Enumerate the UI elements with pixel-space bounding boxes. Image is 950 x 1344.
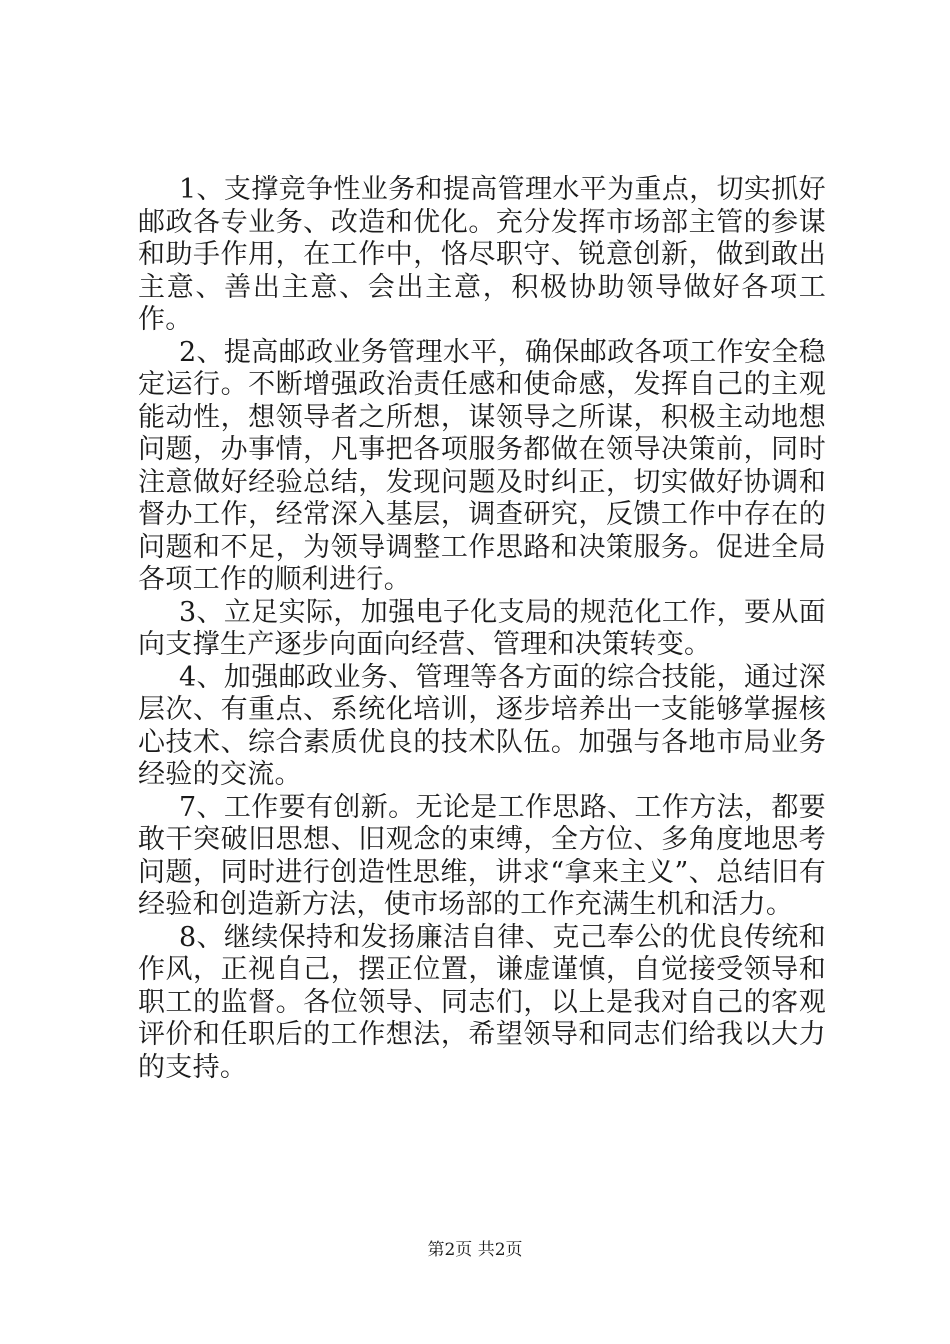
paragraph-7: 7、工作要有创新。无论是工作思路、工作方法，都要敢干突破旧思想、旧观念的束缚，全方位、多角度地思考问题，同时进行创造性思维，讲求“拿来主义”、总结旧有经验和创造新方法，使市场部的工作充满生机和活力。 (138, 791, 826, 920)
paragraph-1: 1、支撑竞争性业务和提高管理水平为重点，切实抓好邮政各专业务、改造和优化。充分发挥市场部主管的参谋和助手作用，在工作中，恪尽职守、锐意创新，做到敢出主意、善出主意、会出主意，积极协助领导做好各项工作。 (138, 174, 826, 335)
document-body (138, 174, 826, 1084)
paragraph-8: 8、继续保持和发扬廉洁自律、克己奉公的优良传统和作风，正视自己，摆正位置，谦虚谨慎，自觉接受领导和职工的监督。各位领导、同志们，以上是我对自己的客观评价和任职后的工作想法，希望领导和同志们给我以大力的支持。 (138, 921, 826, 1083)
paragraph-4: 4、加强邮政业务、管理等各方面的综合技能，通过深层次、有重点、系统化培训，逐步培养出一支能够掌握核心技术、综合素质优良的技术队伍。加强与各地市局业务经验的交流。 (138, 661, 826, 790)
paragraph-2: 2、提高邮政业务管理水平，确保邮政各项工作安全稳定运行。不断增强政治责任感和使命感，发挥自己的主观能动性，想领导者之所想，谋领导之所谋，积极主动地想问题，办事情，凡事把各项服务都做在领导决策前，同时注意做好经验总结，发现问题及时纠正，切实做好协调和督办工作，经常深入基层，调查研究，反馈工作中存在的问题和不足，为领导调整工作思路和决策服务。促进全局各项工作的顺利进行。 (138, 336, 826, 595)
paragraph-3: 3、立足实际，加强电子化支局的规范化工作，要从面向支撑生产逐步向面向经营、管理和决策转变。 (138, 596, 826, 660)
page-number-footer: 第2页 共2页 (427, 1240, 523, 1260)
